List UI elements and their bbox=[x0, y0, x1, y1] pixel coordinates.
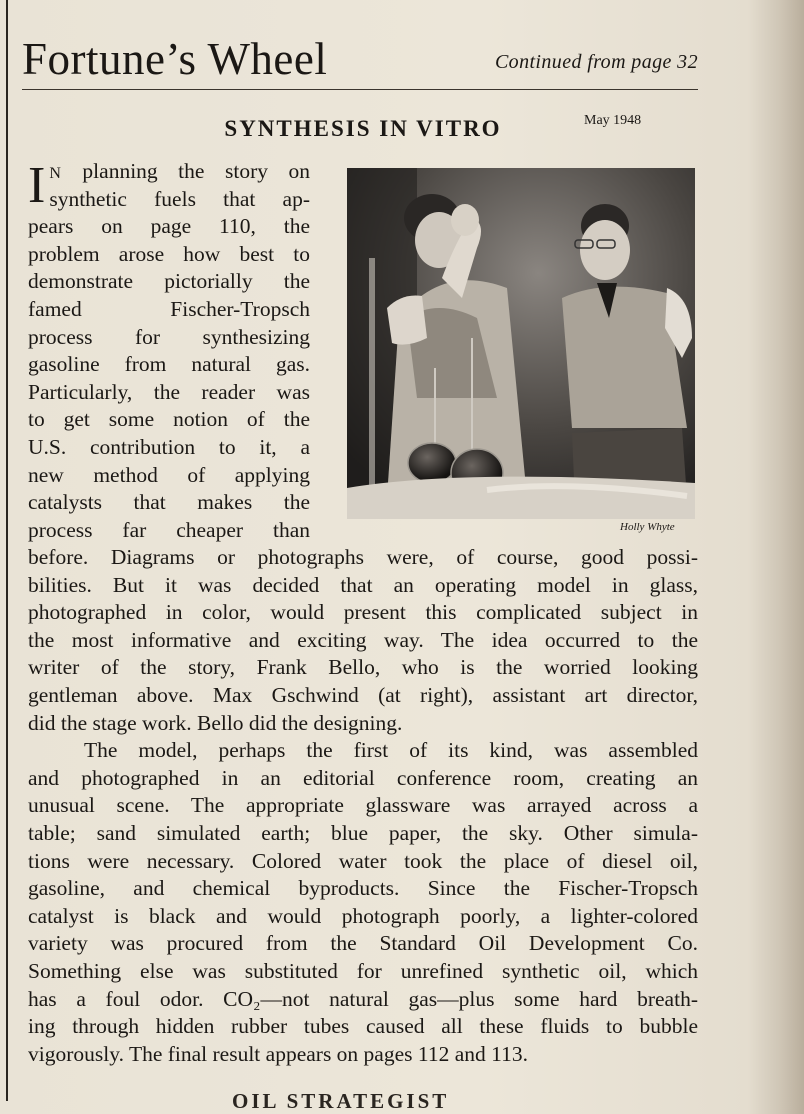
body-line: and photographed in an editorial conference room, creating an bbox=[28, 765, 698, 790]
column-line: new method of applying bbox=[28, 462, 310, 487]
column-line: pears on page 110, the bbox=[28, 214, 310, 239]
column-line-0: I N planning the story on bbox=[28, 157, 310, 214]
column-line: catalysts that makes the bbox=[28, 490, 310, 515]
column-line: famed Fischer-Tropsch bbox=[28, 296, 310, 321]
body-line: table; sand simulated earth; blue paper, the sky. Other simula- bbox=[28, 820, 698, 845]
body-line: did the stage work. Bello did the designing. bbox=[28, 710, 403, 735]
drop-cap-rest: N bbox=[49, 165, 62, 182]
column-line: process for synthesizing bbox=[28, 324, 310, 349]
body-line: has a foul odor. CO₂—not natural gas—plus some hard breath- bbox=[28, 986, 698, 1011]
continued-note: Continued from page 32 bbox=[494, 51, 698, 73]
body-line: ing through hidden rubber tubes caused all these fluids to bubble bbox=[28, 1014, 698, 1039]
full-width-body bbox=[28, 544, 698, 1068]
body-line: gasoline, and chemical byproducts. Since the Fischer-Tropsch bbox=[28, 876, 698, 901]
date-note: May 1948 bbox=[584, 113, 642, 128]
column-line: demonstrate pictorially the bbox=[28, 269, 310, 294]
body-line: vigorously. The final result appears on pages 112 and 113. bbox=[28, 1041, 528, 1066]
column-line: process far cheaper than bbox=[28, 517, 310, 542]
column-line: to get some notion of the bbox=[28, 407, 310, 432]
body-line: catalyst is black and would photograph poorly, a lighter-colored bbox=[28, 903, 698, 928]
page-header bbox=[22, 26, 698, 82]
body-line: writer of the story, Frank Bello, who is the worried looking bbox=[28, 655, 698, 680]
body-line: gentleman above. Max Gschwind (at right), assistant art director, bbox=[28, 682, 698, 707]
column-line: problem arose how best to bbox=[28, 241, 310, 266]
section-title: Fortune’s Wheel bbox=[22, 34, 328, 84]
body-line: the most informative and exciting way. The idea occurred to the bbox=[28, 627, 698, 652]
article-photo bbox=[347, 168, 695, 519]
body-line: unusual scene. The appropriate glassware was arrayed across a bbox=[28, 793, 698, 818]
column-line: synthetic fuels that ap- bbox=[49, 186, 310, 211]
article-title: SYNTHESIS IN VITRO bbox=[224, 116, 502, 141]
drop-cap: I bbox=[28, 157, 46, 214]
body-line: Something else was substituted for unrefined synthetic oil, which bbox=[28, 958, 698, 983]
body-line: The model, perhaps the first of its kind, was assembled bbox=[84, 738, 698, 763]
narrow-column bbox=[28, 158, 310, 544]
body-line: tions were necessary. Colored water took the place of diesel oil, bbox=[28, 848, 698, 873]
body-line: variety was procured from the Standard Oil Development Co. bbox=[28, 931, 698, 956]
column-line: U.S. contribution to it, a bbox=[28, 434, 310, 459]
body-line: photographed in color, would present this complicated subject in bbox=[28, 600, 698, 625]
column-line: gasoline from natural gas. bbox=[28, 352, 310, 377]
body-line: bilities. But it was decided that an operating model in glass, bbox=[28, 572, 698, 597]
body-line: before. Diagrams or photographs were, of course, good possi- bbox=[28, 545, 698, 569]
column-line: Particularly, the reader was bbox=[28, 379, 310, 404]
header-rule bbox=[22, 89, 698, 90]
photo-two-men-with-glassware bbox=[347, 168, 695, 519]
next-section-heading: OIL STRATEGIST bbox=[232, 1089, 450, 1113]
page-left-rule bbox=[6, 0, 8, 1101]
photo-credit: Holly Whyte bbox=[620, 521, 675, 533]
